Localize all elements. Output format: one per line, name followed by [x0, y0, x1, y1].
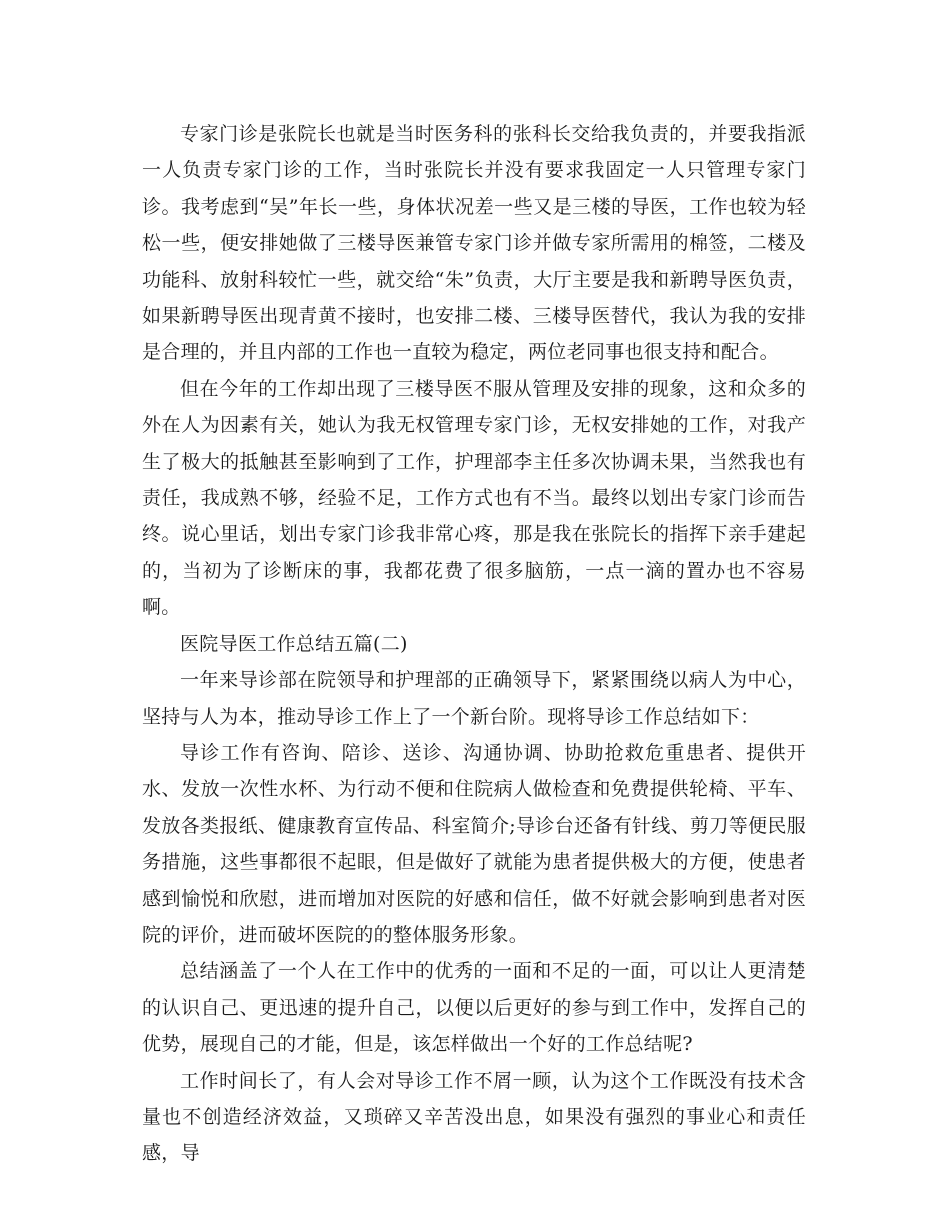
paragraph-2: 但在今年的工作却出现了三楼导医不服从管理及安排的现象，这和众多的外在人为因素有关，她认为我无权管理专家门诊，无权安排她的工作，对我产生了极大的抵触甚至影响到了工作，护理部李主任多次协调未果，当然我也有责任，我成熟不够，经验不足，工作方式也有不当。最终以划出专家门诊而告终。说心里话，划出专家门诊我非常心疼，那是我在张院长的指挥下亲手建起的，当初为了诊断床的事，我都花费了很多脑筋，一点一滴的置办也不容易啊。	[142, 377, 806, 619]
document-body	[142, 116, 806, 1172]
paragraph-5: 总结涵盖了一个人在工作中的优秀的一面和不足的一面，可以让人更清楚的认识自己、更迅速的提升自己，以便以后更好的参与到工作中，发挥自己的优势，展现自己的才能，但是，该怎样做出一个好的工作总结呢?	[142, 960, 806, 1056]
paragraph-3: 一年来导诊部在院领导和护理部的正确领导下，紧紧围绕以病人为中心，坚持与人为本，推动导诊工作上了一个新台阶。现将导诊工作总结如下：	[142, 669, 806, 728]
paragraph-6: 工作时间长了，有人会对导诊工作不屑一顾，认为这个工作既没有技术含量也不创造经济效益，又琐碎又辛苦没出息，如果没有强烈的事业心和责任感，导	[142, 1069, 806, 1165]
section-heading: 医院导医工作总结五篇(二)	[180, 632, 408, 655]
paragraph-4: 导诊工作有咨询、陪诊、送诊、沟通协调、协助抢救危重患者、提供开水、发放一次性水杯、为行动不便和住院病人做检查和免费提供轮椅、平车、发放各类报纸、健康教育宣传品、科室简介;导诊台还备有针线、剪刀等便民服务措施，这些事都很不起眼，但是做好了就能为患者提供极大的方便，使患者感到愉悦和欣慰，进而增加对医院的好感和信任，做不好就会影响到患者对医院的评价，进而破坏医院的的整体服务形象。	[142, 741, 806, 946]
paragraph-1: 专家门诊是张院长也就是当时医务科的张科长交给我负责的，并要我指派一人负责专家门诊的工作，当时张院长并没有要求我固定一人只管理专家门诊。我考虑到“吴”年长一些，身体状况差一些又是三楼的导医，工作也较为轻松一些，便安排她做了三楼导医兼管专家门诊并做专家所需用的棉签，二楼及功能科、放射科较忙一些，就交给“朱”负责，大厅主要是我和新聘导医负责，如果新聘导医出现青黄不接时，也安排二楼、三楼导医替代，我认为我的安排是合理的，并且内部的工作也一直较为稳定，两位老同事也很支持和配合。	[142, 123, 806, 364]
